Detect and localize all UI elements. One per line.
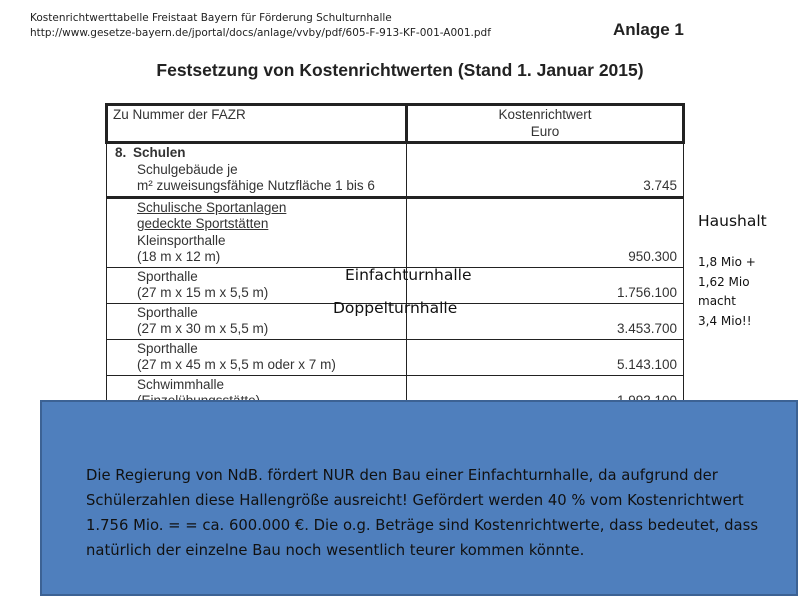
row-line: Sporthalle — [137, 268, 198, 284]
source-title: Kostenrichtwerttabelle Freistaat Bayern für Förderung Schulturnhalle — [30, 12, 392, 24]
anlage-label: Anlage 1 — [613, 20, 684, 39]
row-line: Schulgebäude je — [137, 161, 238, 177]
budget-line: 1,8 Mio + — [698, 255, 756, 269]
row-line: Schwimmhalle — [137, 376, 225, 392]
row-value: 5.143.100 — [407, 339, 684, 375]
col-header-value-line1: Kostenrichtwert — [498, 107, 592, 122]
row-line: Sporthalle — [137, 340, 198, 356]
row-line: Schulische Sportanlagen — [137, 199, 287, 215]
row-line: (27 m x 30 m x 5,5 m) — [137, 321, 269, 336]
page-title: Festsetzung von Kostenrichtwerten (Stand 1. Januar 2015) — [156, 60, 644, 80]
col-header-value-line2: Euro — [530, 123, 560, 139]
row-line: Kleinsporthalle — [137, 232, 226, 248]
table-header-row — [107, 105, 684, 143]
row-line: (27 m x 15 m x 5,5 m) — [137, 285, 269, 300]
section-number: 8. — [115, 145, 127, 160]
table-row — [107, 197, 684, 267]
col-header-fazr: Zu Nummer der FAZR — [107, 105, 407, 143]
row-label — [107, 143, 407, 198]
budget-line: 3,4 Mio!! — [698, 313, 752, 328]
annotation-doppelturnhalle: Doppelturnhalle — [333, 299, 458, 317]
callout-text: Die Regierung von NdB. fördert NUR den Bau einer Einfachturnhalle, da aufgrund der Schülerzahlen diese Hallengröße ausreicht! Gefördert werden 40 % vom Kostenrichtwert 1.756 Mio. = = ca. 600.000 €. Die o.g. Beträge sind Kostenrichtwerte, dass bedeutet, dass natürlich der einzelne Bau noch wesentlich teurer kommen könnte. — [86, 467, 759, 559]
budget-line: 1,62 Mio — [698, 274, 750, 289]
annotation-einfachturnhalle: Einfachturnhalle — [345, 266, 472, 284]
row-label — [107, 339, 407, 375]
row-value: 1.756.100 — [407, 267, 684, 303]
row-line: (18 m x 12 m) — [137, 249, 221, 264]
row-value: 3.745 — [407, 143, 684, 198]
section-title: Schulen — [133, 145, 186, 160]
source-url: http://www.gesetze-bayern.de/jportal/docs/anlage/vvby/pdf/605-F-913-KF-001-A001.pdf — [30, 27, 491, 39]
row-line: (27 m x 45 m x 5,5 m oder x 7 m) — [137, 357, 336, 372]
col-header-kostenrichtwert — [407, 105, 684, 143]
table-row — [107, 143, 684, 198]
budget-note — [698, 253, 756, 331]
row-line: m² zuweisungsfähige Nutzfläche 1 bis 6 — [137, 178, 375, 193]
row-line: gedeckte Sportstätten — [137, 216, 269, 231]
table-row — [107, 339, 684, 375]
row-line: Sporthalle — [137, 304, 198, 320]
row-value: 950.300 — [407, 197, 684, 267]
row-label — [107, 197, 407, 267]
annotation-haushalt: Haushalt — [698, 212, 767, 230]
row-value: 3.453.700 — [407, 303, 684, 339]
budget-line: macht — [698, 294, 736, 308]
